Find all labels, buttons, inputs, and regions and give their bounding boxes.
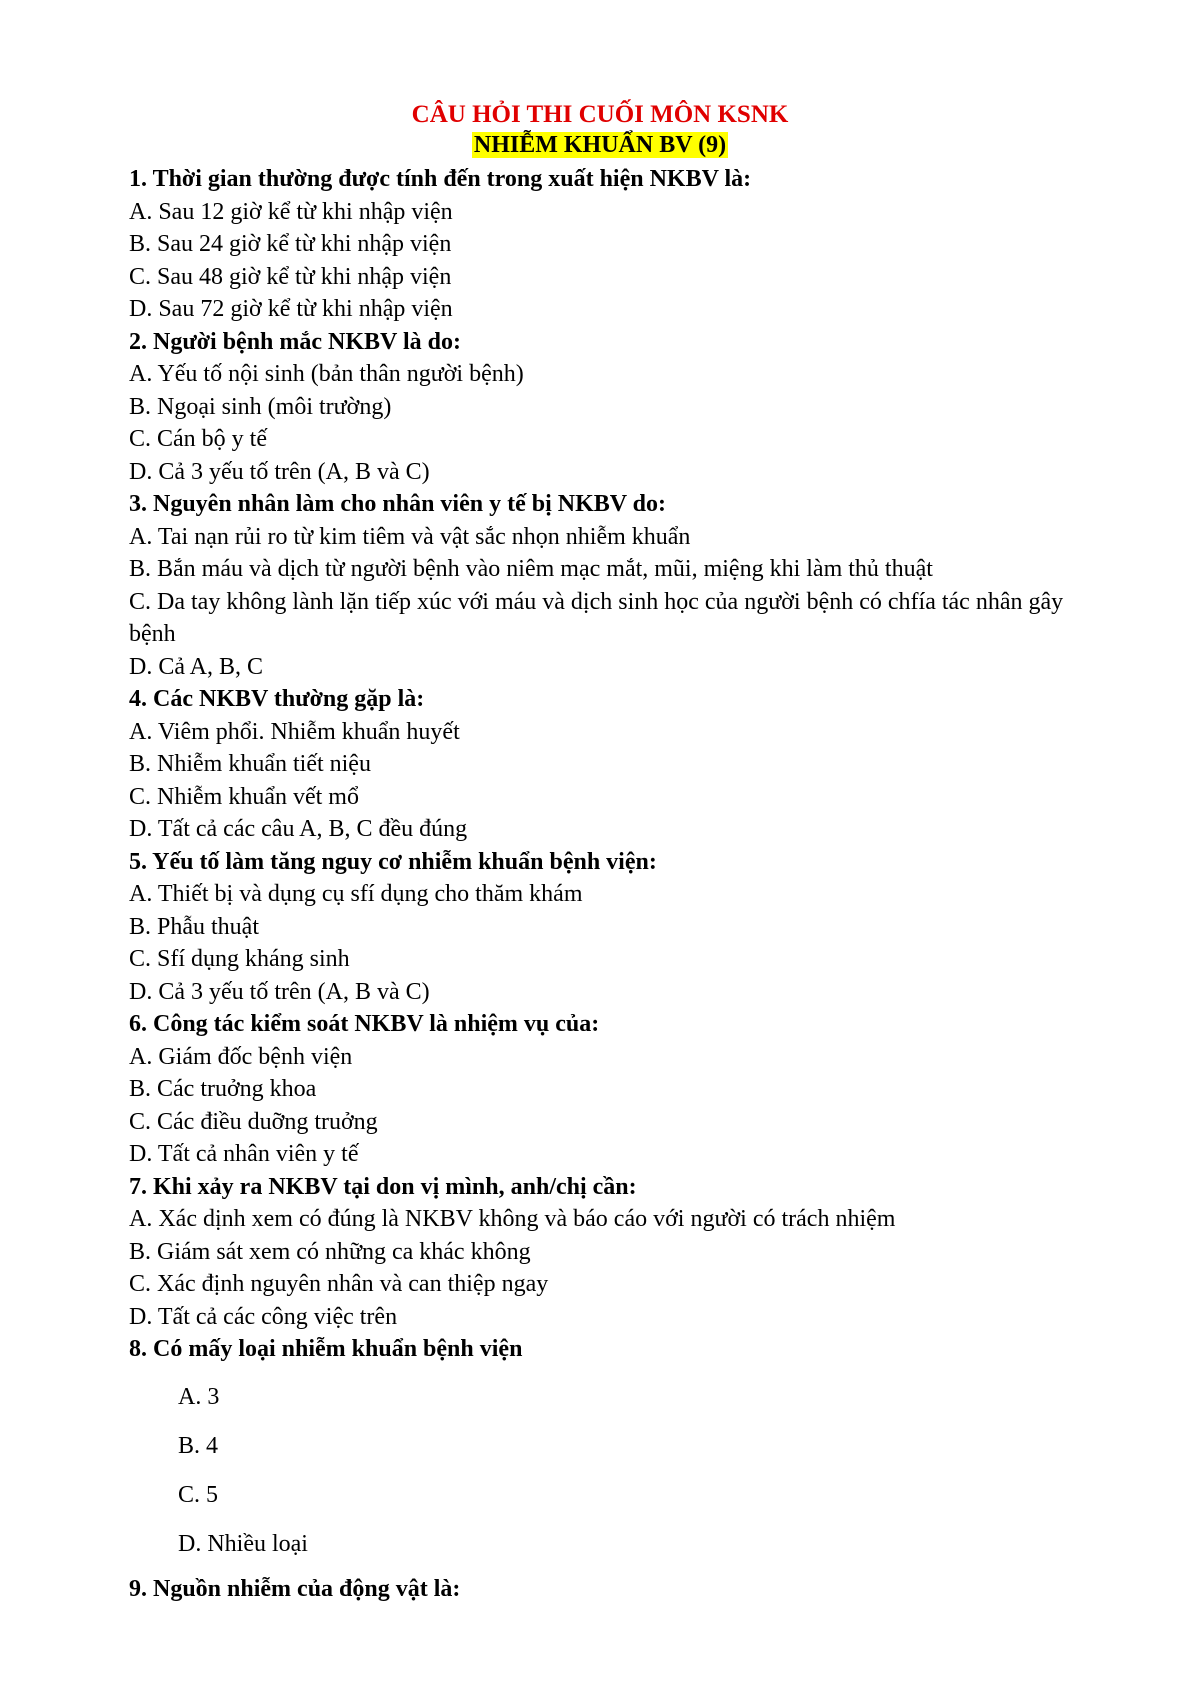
answer-option-a: A. Tai nạn rủi ro từ kim tiêm và vật sắc nhọn nhiễm khuẩn <box>129 523 691 550</box>
answer-option-c: C. Sau 48 giờ kể từ khi nhập viện <box>129 263 452 290</box>
question-text: 9. Nguồn nhiễm của động vật là: <box>129 1575 461 1602</box>
answer-option-a: A. Viêm phổi. Nhiễm khuẩn huyết <box>129 718 460 745</box>
answer-option-d: D. Tất cả các câu A, B, C đều đúng <box>129 816 468 842</box>
answer-option-d: D. Cả A, B, C <box>129 653 264 680</box>
answer-option-b: B. 4 <box>178 1432 219 1459</box>
answer-options <box>129 716 1089 846</box>
question-4 <box>129 683 1089 846</box>
answer-option-c: C. Xác định nguyên nhân và can thiệp ngay <box>129 1271 549 1297</box>
question-text: 4. Các NKBV thường gặp là: <box>129 686 425 712</box>
answer-option-a: A. Xác dịnh xem có đúng là NKBV không và báo cáo với người có trách nhiệm <box>129 1206 896 1232</box>
question-7 <box>129 1171 1089 1334</box>
answer-option-d: D. Cả 3 yếu tố trên (A, B và C) <box>129 978 430 1005</box>
answer-options <box>129 1041 1089 1171</box>
answer-options <box>129 1373 1089 1569</box>
answer-option-b: B. Giám sát xem có những ca khác không <box>129 1238 531 1265</box>
question-text: 2. Người bệnh mắc NKBV là do: <box>129 328 461 355</box>
answer-option-b: B. Phẫu thuật <box>129 913 259 940</box>
question-8 <box>129 1333 1089 1569</box>
document-header <box>0 100 1200 160</box>
answer-option-c: C. Cán bộ y tế <box>129 426 267 452</box>
answer-option-a: A. 3 <box>178 1383 220 1410</box>
answer-options <box>129 358 1089 488</box>
question-text: 6. Công tác kiểm soát NKBV là nhiệm vụ của: <box>129 1011 600 1037</box>
answer-option-c: C. Sfí dụng kháng sinh <box>129 946 350 972</box>
question-6 <box>129 1008 1089 1171</box>
answer-options <box>129 878 1089 1008</box>
question-text: 5. Yếu tố làm tăng nguy cơ nhiễm khuẩn bệnh viện: <box>129 848 657 875</box>
answer-option-a: A. Thiết bị và dụng cụ sfí dụng cho thăm khám <box>129 881 583 907</box>
document-title: CÂU HỎI THI CUỐI MÔN KSNK <box>411 101 789 128</box>
question-3 <box>129 488 1089 683</box>
answer-option-c: C. 5 <box>178 1481 219 1508</box>
answer-option-a: A. Yếu tố nội sinh (bản thân người bệnh) <box>129 361 524 387</box>
answer-option-d: D. Nhiều loại <box>178 1530 308 1557</box>
answer-option-c: C. Da tay không lành lặn tiếp xúc với máu và dịch sinh học của người bệnh có chfía tác nhân gây bệnh <box>129 588 1064 647</box>
answer-option-b: B. Các truởng khoa <box>129 1076 317 1102</box>
question-text: 3. Nguyên nhân làm cho nhân viên y tế bị NKBV do: <box>129 491 666 517</box>
answer-option-d: D. Tất cả nhân viên y tế <box>129 1141 359 1167</box>
answer-option-b: B. Bắn máu và dịch từ người bệnh vào niêm mạc mắt, mũi, miệng khi làm thủ thuật <box>129 556 933 582</box>
question-text: 8. Có mấy loại nhiễm khuẩn bệnh viện <box>129 1336 523 1362</box>
question-5 <box>129 846 1089 1009</box>
answer-option-a: A. Giám đốc bệnh viện <box>129 1043 353 1070</box>
answer-option-b: B. Sau 24 giờ kể từ khi nhập viện <box>129 231 452 257</box>
question-9 <box>129 1573 1089 1606</box>
document-subtitle-line <box>0 130 1200 160</box>
answer-option-d: D. Sau 72 giờ kể từ khi nhập viện <box>129 296 453 322</box>
answer-option-c: C. Các điều duỡng truởng <box>129 1108 378 1135</box>
answer-option-d: D. Tất cả các công việc trên <box>129 1303 398 1330</box>
answer-option-d: D. Cả 3 yếu tố trên (A, B và C) <box>129 458 430 485</box>
answer-option-c: C. Nhiễm khuẩn vết mổ <box>129 783 359 810</box>
document-subtitle: NHIỄM KHUẨN BV (9) <box>473 132 727 158</box>
answer-options <box>129 521 1089 684</box>
answer-options <box>129 196 1089 326</box>
question-2 <box>129 326 1089 489</box>
answer-option-b: B. Ngoại sinh (môi trường) <box>129 393 392 420</box>
question-list <box>129 163 1089 1605</box>
answer-option-a: A. Sau 12 giờ kể từ khi nhập viện <box>129 198 453 225</box>
answer-option-b: B. Nhiễm khuẩn tiết niệu <box>129 751 371 777</box>
question-text: 7. Khi xảy ra NKBV tại don vị mình, anh/chị cần: <box>129 1173 637 1200</box>
question-text: 1. Thời gian thường được tính đến trong xuất hiện NKBV là: <box>129 166 752 192</box>
answer-options <box>129 1203 1089 1333</box>
question-1 <box>129 163 1089 326</box>
